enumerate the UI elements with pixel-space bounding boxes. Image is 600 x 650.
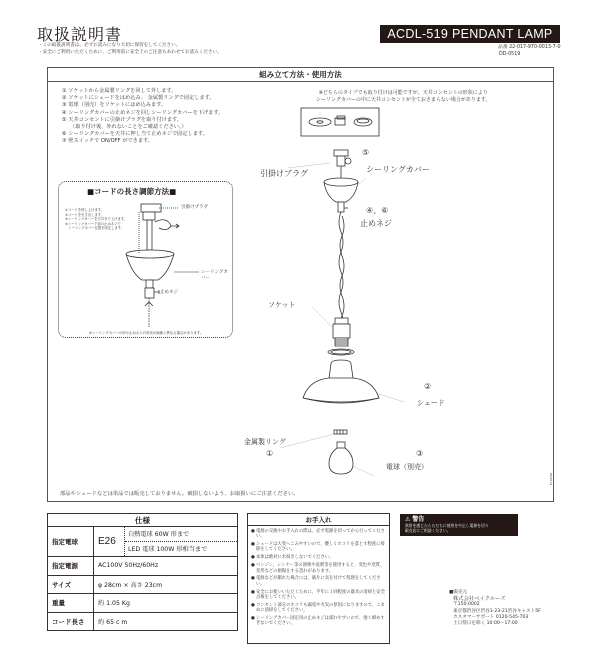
diagram-label-cover: シーリングカバー [366, 165, 430, 174]
diagram-label-socket: ソケット [268, 301, 296, 309]
product-code: 品番 22-017-970-0013-7-0 [498, 45, 561, 50]
care-item [251, 563, 386, 574]
note-line: ※どちらのタイプでも取り付けは可能ですが、天井コンセントの形状により [318, 90, 488, 96]
pendant-lamp-diagram-icon [48, 68, 555, 503]
bulb-option: LED 電球 100W 形相当まで [128, 546, 208, 554]
cord-step: ①コードを押し上げます。 [65, 208, 104, 212]
step: ④ シーリングカバーの止めネジを回しシーリングカバーを下げます。 [62, 109, 224, 116]
product-codes [498, 44, 561, 58]
cord-label-screw: 止めネジ [160, 290, 178, 295]
step: ⑥ シーリングカバーを天井に押し当て止めネジで固定します。 [62, 131, 208, 138]
diagram-label-screw: 止めネジ [360, 219, 392, 228]
spec-table [47, 513, 238, 631]
cord-label-cover: シーリングカバー [201, 270, 228, 281]
step: ⑤ 天井コンセントに引掛けプラグを取り付けます。 [62, 116, 183, 123]
bullet-icon: ● [251, 616, 255, 622]
care-item [251, 603, 386, 614]
seller-support: カスタマーサポート 0120-545-703 [453, 614, 529, 620]
care-text: シーリングカバー固定用の止めネジは濡れやすいので、強く締めすぎないでください。 [256, 616, 385, 627]
document-title: 取扱説明書 [37, 25, 123, 44]
warning-line: 異常を感じたらただちに使用を中止し電源を切り [405, 523, 489, 528]
spec-value: AC100V 50Hz/60Hz [94, 557, 238, 576]
spec-row [48, 575, 238, 594]
care-item [251, 542, 386, 553]
spec-row [48, 612, 238, 631]
warning-box [400, 514, 518, 536]
spec-key: コード長さ [48, 612, 94, 631]
care-section [247, 513, 390, 644]
diagram-number-2: ② [424, 382, 432, 391]
care-item [251, 576, 386, 587]
cord-step: ③シーリングカバーを天井まで上げます。 [65, 217, 127, 222]
spec-row [48, 594, 238, 613]
spec-key: 重量 [48, 594, 94, 613]
step: ③ 電球（別売）をソケットにはめ込みます。 [62, 102, 167, 109]
care-text: 電源などが劇れた場合には、破片に気を付けて処理をしてください。 [256, 576, 381, 587]
bullet-icon: ● [251, 563, 255, 569]
note-line: シーリングカバーの中に天井コンセントが全ておさまらない場合があります。 [316, 97, 491, 103]
diagram-number-3: ③ [416, 449, 424, 458]
care-text: コンセント部分のホコリも漏電や火災の原因になりますので、こまめに清掃をしてください。 [256, 602, 385, 614]
product-banner: ACDL-519 PENDANT LAMP [380, 25, 560, 43]
cord-panel-title: ■コードの長さ調節方法■ [87, 187, 177, 196]
step: ① ソケットから金属製リングを回して外します。 [62, 88, 177, 94]
diagram-number-1: ① [266, 449, 274, 458]
cord-step: ④シーリングカバー下部の止めネジで [65, 221, 121, 226]
care-text: 安全にお使いいただくために、半年に１回程度の器具の清掃と安全点検をしてください。 [256, 589, 385, 600]
care-item [251, 529, 386, 540]
spec-value: φ 28cm × 高さ 23cm [94, 575, 238, 594]
seller-company: 株式会社ベイクルーズ [453, 596, 506, 603]
warning-text [405, 523, 513, 533]
bulb-socket-type: E26 [98, 536, 116, 547]
diagram-number-4-6: ④、⑥ [366, 206, 389, 215]
assembly-section [47, 67, 554, 502]
seller-hours: 土日祭日を除く 10:00〜17:00 [453, 621, 518, 627]
care-list [248, 526, 389, 627]
spec-row-bulb [48, 527, 238, 557]
diagram-label-bulb: 電球（別売） [386, 463, 428, 471]
diagram-number-5: ⑤ [362, 148, 370, 157]
assembly-title: 組み立て方法・使用方法 [48, 68, 553, 82]
seller-label: ■販売元 [449, 590, 468, 595]
care-text: ベンジン、シンナー等の溶剤や洗剤等を使用すると、変色や変質、変形などの損傷をする恐れがあります。 [256, 563, 385, 574]
spec-value: 約 1.05 Kg [94, 594, 238, 613]
spec-title: 仕様 [48, 514, 238, 527]
warning-header [405, 516, 513, 523]
bullet-icon: ● [251, 529, 255, 534]
seller-postal: 〒150-0002 [453, 602, 480, 608]
diagram-label-plug: 引掛けプラグ [260, 169, 308, 178]
care-text: 本体は絶対に水拭きしないでください。 [256, 555, 334, 561]
bullet-icon: ● [251, 576, 255, 582]
diagram-label-shade: シェード [417, 399, 445, 407]
care-text: シェードは大変へこみやすいので、優しくホコリを落とす程度に掃除をしてください。 [256, 542, 385, 553]
parts-notice: 部品やシェードなどは単品では販売しておりません。破損しないよう、お取扱いにご注意ください。 [60, 491, 299, 497]
cord-step: ②コードを引き出します。 [65, 212, 104, 217]
spec-row [48, 557, 238, 576]
step: ② ソケットにシェードをはめ込み、 金属製リングで固定します。 [62, 95, 215, 102]
seller-info [449, 590, 541, 627]
side-code: DD0519 [549, 473, 553, 486]
bulb-option: 白熱電球 60W 形まで [125, 527, 237, 542]
warning-line: 販売店にご相談ください。 [405, 528, 451, 533]
spec-key: 指定電源 [48, 557, 94, 576]
spec-key: 指定電球 [48, 527, 94, 557]
care-item [251, 590, 386, 601]
cord-label-plug: 引掛けプラグ [181, 205, 208, 210]
note-line: ・この取扱説明書は、必ずお読みになり大切に保管をしてください。 [38, 43, 181, 48]
spec-key: サイズ [48, 575, 94, 594]
step: ⑦ 壁スイッチで ON/OFF ができます。 [62, 138, 153, 145]
cord-footnote: ※シーリングカバーの形や止めネジの形状が画像と異なる場合があります。 [89, 331, 204, 335]
cord-step: シーリングカバー位置を固定します。 [65, 226, 125, 231]
note-line: ・安全にご利用いただくために、ご利用前に安全上のご注意もあわせてお読みください。 [38, 50, 222, 55]
care-text: 電源の交換やお手入れの際は、必ず電源を切ってから行ってください。 [256, 529, 385, 540]
bullet-icon: ● [251, 602, 255, 608]
bullet-icon: ● [251, 589, 255, 595]
diagram-label-ring: 金属製リング [244, 438, 286, 446]
care-title: お手入れ [248, 514, 389, 526]
spec-value-bulb [94, 527, 238, 557]
warning-title: 警告 [412, 516, 425, 523]
spec-value: 約 65 c m [94, 612, 238, 631]
seller-address: 東京都渋谷区渋谷1-23-21渋谷キャスト5F [453, 608, 541, 614]
warning-triangle-icon: ⚠ [405, 516, 411, 523]
care-item [251, 555, 386, 560]
document-notes [38, 42, 222, 56]
step: （取り付け後、外れないことをご確認ください。） [70, 124, 187, 131]
bullet-icon: ● [251, 555, 255, 561]
bullet-icon: ● [251, 542, 255, 548]
product-code-secondary: DD-0519 [499, 52, 521, 57]
care-item [251, 616, 386, 627]
